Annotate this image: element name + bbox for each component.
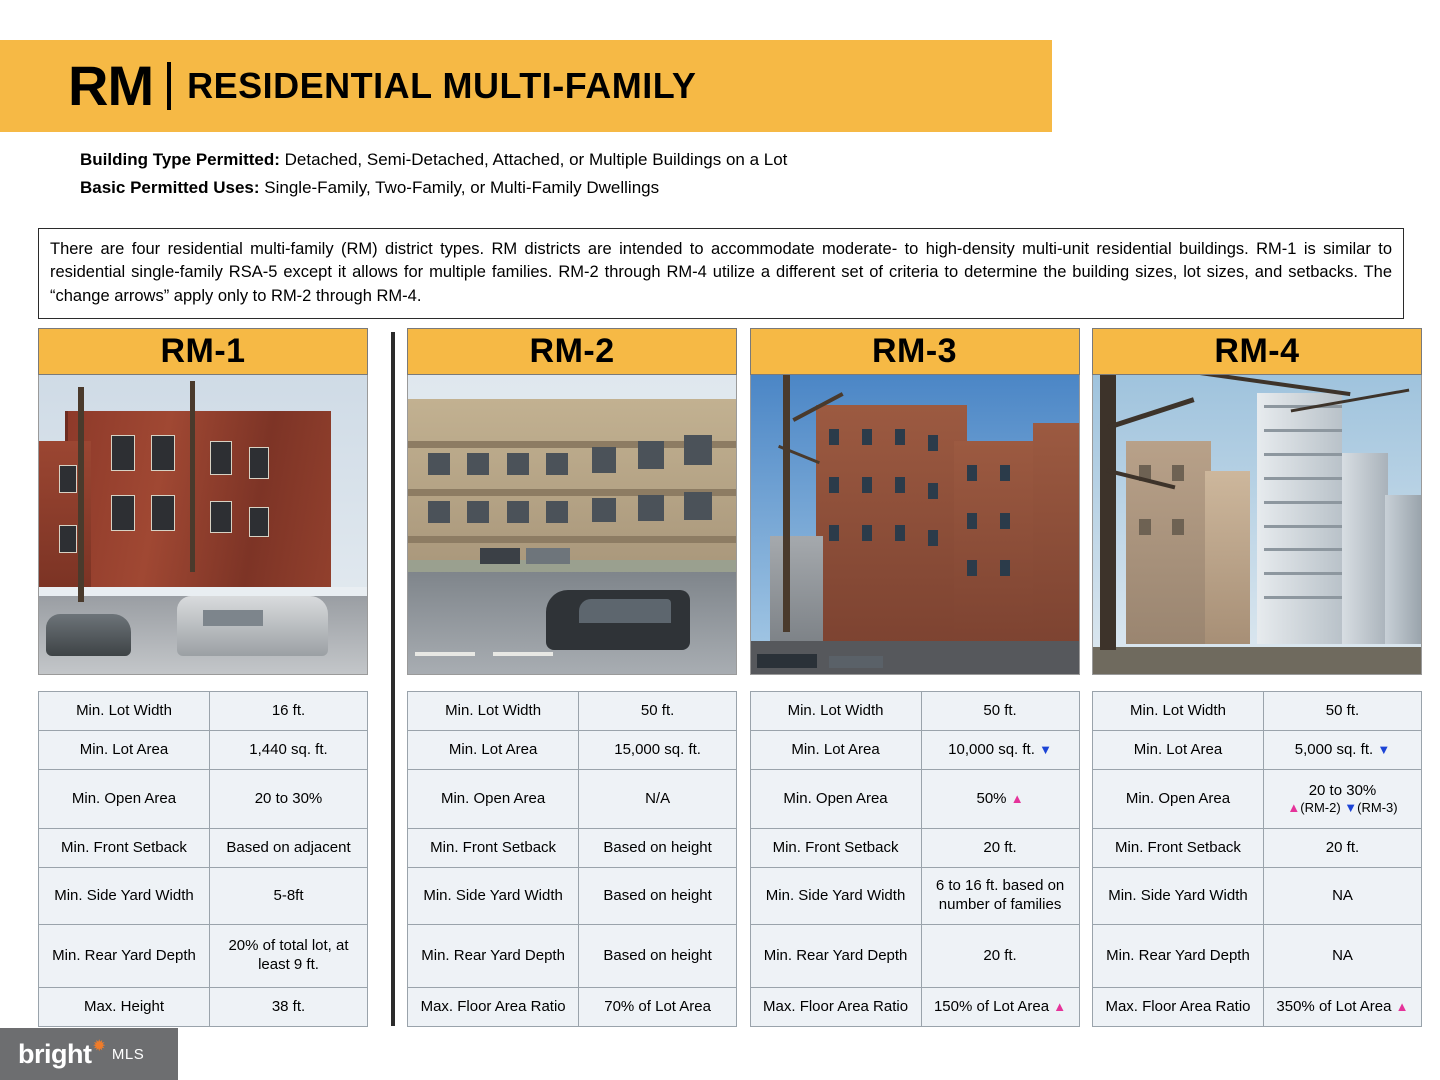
spec-value: 70% of Lot Area (579, 988, 737, 1027)
description-box: There are four residential multi-family (RM) district types. RM districts are intended to accommodate moderate- to high-density multi-unit residential buildings. RM-1 is similar to residential single-family RSA-5 except it allows for multiple families. RM-2 through RM-4 utilize a different set of criteria to determine the building sizes, lot sizes, and setbacks. The “change arrows” apply only to RM-2 through RM-4. (38, 228, 1404, 319)
card-photo-rm-4 (1092, 375, 1422, 675)
spec-label: Min. Lot Area (1092, 731, 1263, 770)
spec-label: Min. Side Yard Width (408, 868, 579, 925)
table-row (750, 988, 1079, 1027)
spec-value-text: 350% of Lot Area (1276, 997, 1392, 1015)
spec-label: Min. Rear Yard Depth (750, 925, 921, 988)
spec-value (921, 731, 1079, 770)
table-row (39, 988, 368, 1027)
arrow-up-icon: ▲ (1287, 800, 1301, 816)
spec-value: N/A (579, 770, 737, 829)
card-photo-rm-2 (407, 375, 737, 675)
building-type-line (80, 146, 787, 174)
table-row (750, 829, 1079, 868)
spec-label: Min. Lot Width (750, 692, 921, 731)
card-rm-4 (1092, 328, 1422, 1027)
bright-mls-logo (0, 1028, 178, 1080)
spec-label: Min. Open Area (1092, 770, 1263, 829)
logo-wordmark: bright (18, 1038, 92, 1069)
spec-value: 20 to 30% (210, 770, 368, 829)
card-photo-rm-1 (38, 375, 368, 675)
spec-label: Min. Front Setback (408, 829, 579, 868)
spec-value-text: 50% (976, 789, 1007, 807)
table-row (1092, 731, 1421, 770)
table-row (408, 925, 737, 988)
spec-value: 6 to 16 ft. based on number of families (921, 868, 1079, 925)
spec-value: 5-8ft (210, 868, 368, 925)
spec-label: Min. Open Area (408, 770, 579, 829)
basic-uses-value: Single-Family, Two-Family, or Multi-Family Dwellings (264, 178, 660, 198)
card-title-rm-2: RM-2 (407, 328, 737, 375)
spec-label: Min. Open Area (39, 770, 210, 829)
spec-value: 20 ft. (921, 829, 1079, 868)
spec-value: 20 ft. (1263, 829, 1421, 868)
spec-value: NA (1263, 868, 1421, 925)
table-row (408, 731, 737, 770)
spec-value: Based on adjacent (210, 829, 368, 868)
spec-label: Min. Front Setback (39, 829, 210, 868)
spec-value-text: 5,000 sq. ft. (1294, 740, 1374, 758)
spec-value: NA (1263, 925, 1421, 988)
spec-value: 20 ft. (921, 925, 1079, 988)
table-row (750, 731, 1079, 770)
spec-value (1263, 988, 1421, 1027)
card-title-rm-1: RM-1 (38, 328, 368, 375)
spec-value: 50 ft. (921, 692, 1079, 731)
table-row (750, 925, 1079, 988)
spec-value: 16 ft. (210, 692, 368, 731)
intro-block (80, 146, 787, 202)
spec-value: 50 ft. (1263, 692, 1421, 731)
table-row (1092, 692, 1421, 731)
spec-value-note (1267, 800, 1418, 816)
table-row (39, 692, 368, 731)
specs-table-rm-2 (407, 691, 737, 1027)
card-title-rm-3: RM-3 (750, 328, 1080, 375)
table-row (1092, 988, 1421, 1027)
specs-table-rm-4 (1092, 691, 1422, 1027)
spec-label: Min. Lot Width (1092, 692, 1263, 731)
table-row (1092, 829, 1421, 868)
specs-table-rm-1 (38, 691, 368, 1027)
basic-uses-line (80, 174, 787, 202)
page-title: RESIDENTIAL MULTI-FAMILY (187, 65, 697, 106)
table-row (1092, 868, 1421, 925)
spec-label: Min. Lot Area (408, 731, 579, 770)
spec-label: Min. Side Yard Width (1092, 868, 1263, 925)
table-row (1092, 770, 1421, 829)
spec-label: Max. Floor Area Ratio (408, 988, 579, 1027)
spec-label: Max. Height (39, 988, 210, 1027)
spec-label: Max. Floor Area Ratio (750, 988, 921, 1027)
spec-value (1263, 731, 1421, 770)
building-type-value: Detached, Semi-Detached, Attached, or Multiple Buildings on a Lot (284, 150, 788, 169)
arrow-up-icon: ▲ (1010, 790, 1024, 806)
card-rm-2 (407, 328, 737, 1027)
logo-suffix: MLS (111, 1045, 145, 1063)
specs-table-rm-3 (750, 691, 1080, 1027)
table-row (39, 829, 368, 868)
spec-label: Min. Front Setback (750, 829, 921, 868)
spec-label: Min. Front Setback (1092, 829, 1263, 868)
table-row (408, 868, 737, 925)
spec-value-text: 10,000 sq. ft. (948, 740, 1035, 758)
table-row (408, 692, 737, 731)
table-row (408, 770, 737, 829)
arrow-up-icon: ▲ (1395, 998, 1409, 1014)
table-row (750, 868, 1079, 925)
arrow-down-icon: ▼ (1344, 800, 1358, 816)
spec-label: Min. Side Yard Width (39, 868, 210, 925)
spec-label: Min. Rear Yard Depth (1092, 925, 1263, 988)
card-rm-1 (38, 328, 368, 1027)
header-divider (167, 62, 171, 110)
spec-value (921, 988, 1079, 1027)
spec-label: Min. Open Area (750, 770, 921, 829)
card-title-rm-4: RM-4 (1092, 328, 1422, 375)
spec-value (1263, 770, 1421, 829)
spec-value: Based on height (579, 925, 737, 988)
spec-label: Min. Rear Yard Depth (408, 925, 579, 988)
building-type-label: Building Type Permitted: (80, 150, 280, 169)
arrow-down-icon: ▼ (1377, 741, 1391, 757)
table-row (39, 868, 368, 925)
spec-value: 50 ft. (579, 692, 737, 731)
table-row (750, 770, 1079, 829)
spec-value: 15,000 sq. ft. (579, 731, 737, 770)
note-rm3: (RM-3) (1357, 800, 1398, 816)
card-rm-3 (750, 328, 1080, 1027)
spec-value: Based on height (579, 868, 737, 925)
table-row (408, 829, 737, 868)
spec-label: Max. Floor Area Ratio (1092, 988, 1263, 1027)
spec-value: 38 ft. (210, 988, 368, 1027)
spec-label: Min. Side Yard Width (750, 868, 921, 925)
table-row (408, 988, 737, 1027)
table-row (39, 770, 368, 829)
spec-value: 20% of total lot, at least 9 ft. (210, 925, 368, 988)
table-row (39, 925, 368, 988)
spec-label: Min. Lot Width (39, 692, 210, 731)
table-row (750, 692, 1079, 731)
card-gap (368, 328, 407, 1027)
spec-value (921, 770, 1079, 829)
card-gap (737, 328, 749, 1027)
arrow-up-icon: ▲ (1053, 998, 1067, 1014)
spec-value-text: 150% of Lot Area (933, 997, 1050, 1015)
spec-value: Based on height (579, 829, 737, 868)
spec-label: Min. Lot Area (750, 731, 921, 770)
district-cards (38, 328, 1422, 1027)
card-gap (1080, 328, 1092, 1027)
district-code: RM (68, 54, 154, 117)
note-rm2: (RM-2) (1300, 800, 1341, 816)
spec-value: 1,440 sq. ft. (210, 731, 368, 770)
table-row (1092, 925, 1421, 988)
card-photo-rm-3 (750, 375, 1080, 675)
table-row (39, 731, 368, 770)
basic-uses-label: Basic Permitted Uses: (80, 178, 260, 198)
spec-label: Min. Rear Yard Depth (39, 925, 210, 988)
spec-label: Min. Lot Width (408, 692, 579, 731)
arrow-down-icon: ▼ (1039, 741, 1052, 757)
spec-label: Min. Lot Area (39, 731, 210, 770)
star-icon: ✹ (92, 1038, 106, 1055)
header-banner (0, 40, 1052, 132)
spec-value-text: 20 to 30% (1308, 781, 1377, 799)
